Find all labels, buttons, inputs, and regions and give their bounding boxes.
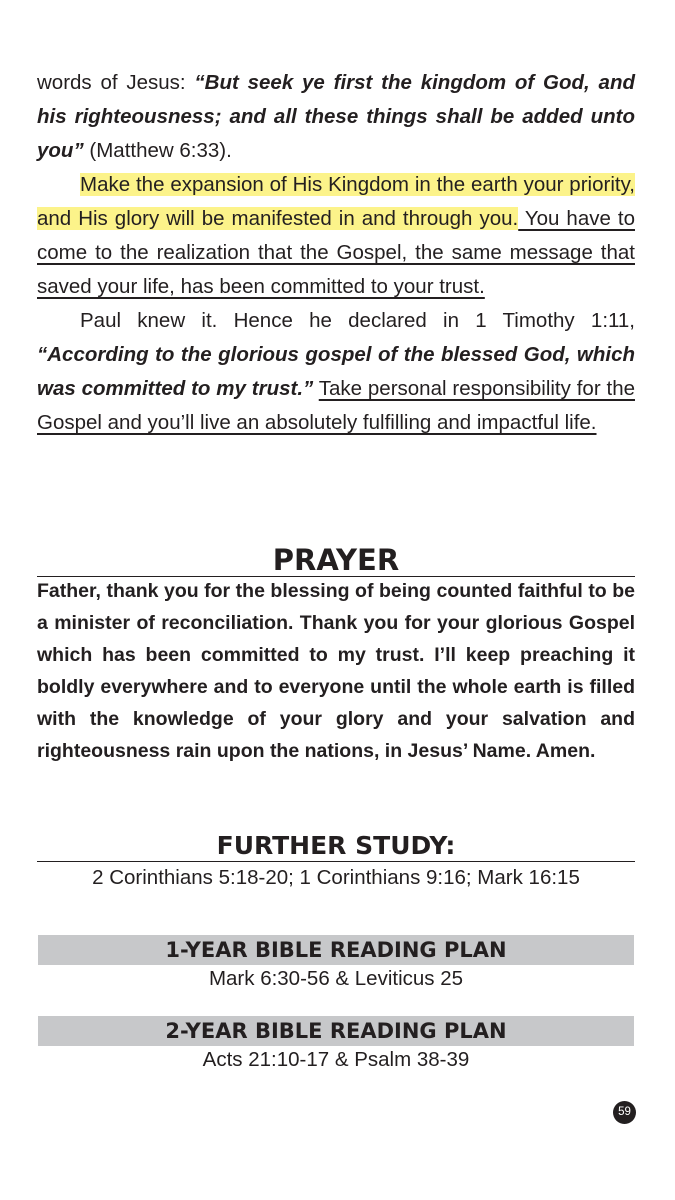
prayer-text: Father, thank you for the blessing of being counted faithful to be a minister of reconciliation. Thank you for your glorious Gospel which has been committed to my trust. I’ll keep preaching it boldly everywhere and to everyone until the whole earth is filled with the knowledge of your glory and your salvation and righteousness rain upon the nations, in Jesus’ Name. Amen. [37, 580, 635, 762]
devotional-body [37, 66, 635, 440]
matthew-reference: (Matthew 6:33). [83, 139, 232, 162]
two-year-plan-reading: Acts 21:10-17 & Psalm 38-39 [202, 1048, 470, 1071]
two-year-plan-title: 2-YEAR BIBLE READING PLAN [165, 1019, 507, 1043]
timothy-quote: “According to the glorious gospel of the blessed God, which was committed to my trust.” [37, 343, 635, 400]
responsibility-sentence: Take personal responsibility for the Gospel and you’ll live an absolutely fulfilling and impactful life. [37, 377, 635, 434]
paragraph-matthew [37, 66, 635, 168]
page-number-badge: 59 [613, 1101, 636, 1124]
further-study-references: 2 Corinthians 5:18-20; 1 Corinthians 9:16; Mark 16:15 [92, 866, 580, 889]
underlined-sentence: You have to come to the realization that the Gospel, the same message that saved your life, has been committed to your trust. [37, 207, 635, 298]
prayer-heading: PRAYER [272, 543, 400, 577]
paragraph-kingdom [37, 168, 635, 304]
paragraph-timothy [37, 304, 635, 440]
one-year-plan-title: 1-YEAR BIBLE READING PLAN [165, 938, 507, 962]
timothy-intro: Paul knew it. Hence he declared in 1 Timothy 1:11, [80, 309, 635, 332]
further-study-rule [37, 861, 635, 862]
further-study-heading: FURTHER STUDY: [216, 831, 456, 860]
one-year-plan-reading: Mark 6:30-56 & Leviticus 25 [208, 967, 464, 990]
lead-in-text: words of Jesus: [37, 71, 195, 94]
matthew-quote: “But seek ye first the kingdom of God, and his righteousness; and all these things shall be added unto you” [37, 71, 635, 162]
highlighted-sentence: Make the expansion of His Kingdom in the earth your priority, and His glory will be manifested in and through you. [37, 173, 635, 230]
